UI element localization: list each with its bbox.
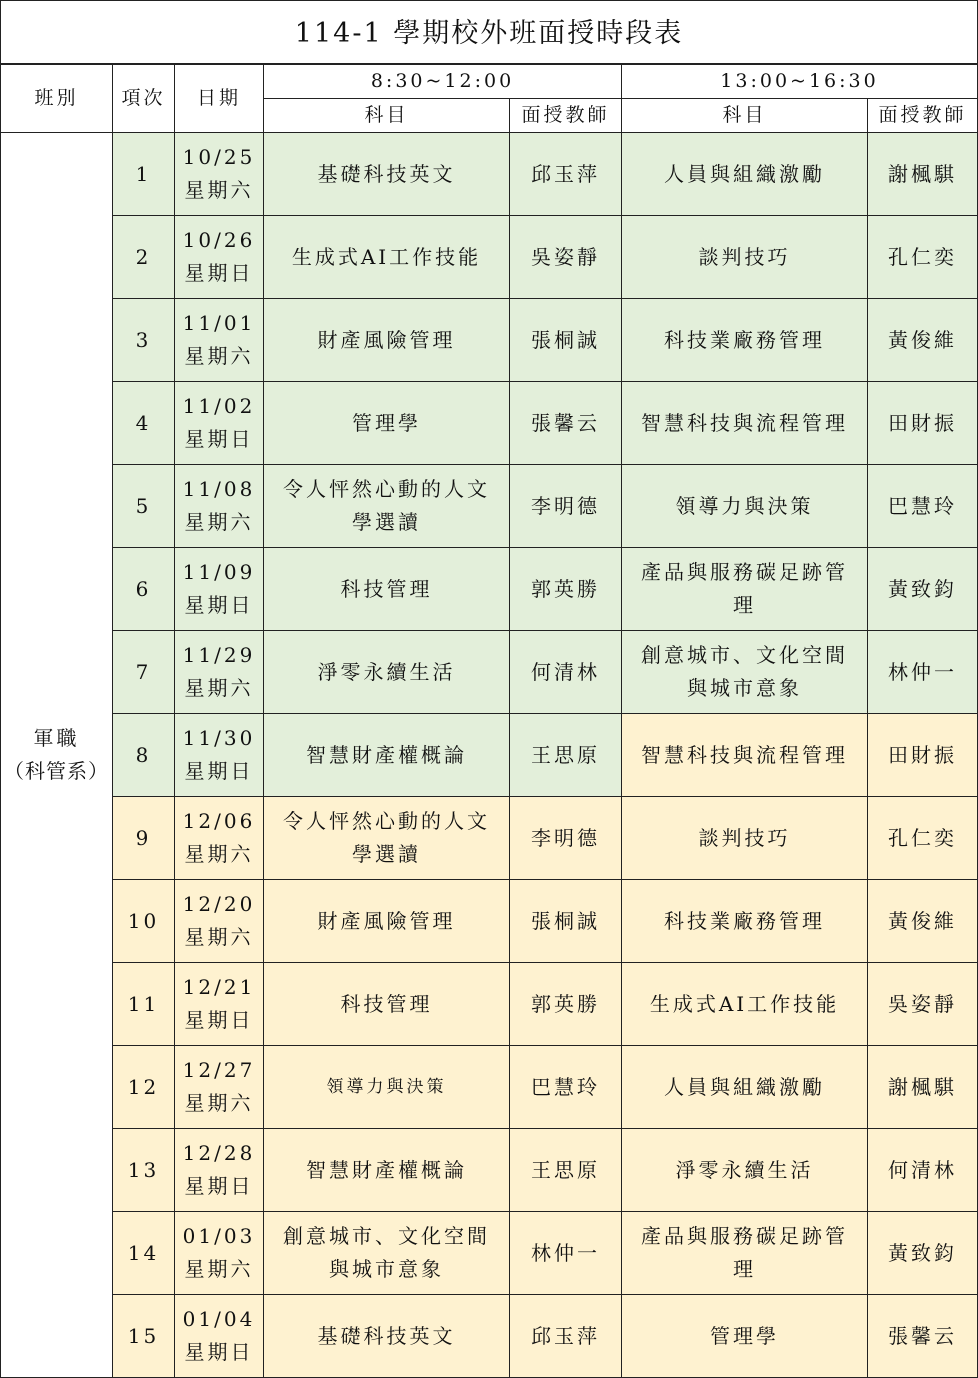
table-row <box>1 797 978 880</box>
header-afternoon: 13:00~16:30 <box>622 65 978 99</box>
item-number: 1 <box>113 133 175 216</box>
weekday-value: 星期六 <box>184 510 254 534</box>
item-number: 8 <box>113 714 175 797</box>
weekday-value: 星期六 <box>184 344 254 368</box>
am-subject: 智慧財產權概論 <box>264 714 510 797</box>
am-teacher: 何清林 <box>510 631 622 714</box>
date-value: 01/04 <box>182 1307 256 1331</box>
table-row <box>1 216 978 299</box>
pm-subject: 科技業廠務管理 <box>622 299 868 382</box>
table-row <box>1 631 978 714</box>
date-cell <box>175 963 264 1046</box>
table-row <box>1 465 978 548</box>
am-teacher: 李明德 <box>510 797 622 880</box>
weekday-value: 星期日 <box>184 1174 254 1198</box>
class-name-line2: （科管系） <box>4 759 109 783</box>
am-teacher: 張馨云 <box>510 382 622 465</box>
item-number: 13 <box>113 1129 175 1212</box>
item-number: 14 <box>113 1212 175 1295</box>
date-value: 10/25 <box>182 145 256 169</box>
am-subject: 科技管理 <box>264 548 510 631</box>
weekday-value: 星期六 <box>184 1257 254 1281</box>
pm-teacher: 孔仁奕 <box>868 216 978 299</box>
am-teacher: 張桐誠 <box>510 880 622 963</box>
am-subject: 淨零永續生活 <box>264 631 510 714</box>
pm-teacher: 黃俊維 <box>868 880 978 963</box>
weekday-value: 星期日 <box>184 593 254 617</box>
am-teacher: 邱玉萍 <box>510 133 622 216</box>
table-row <box>1 1046 978 1129</box>
weekday-value: 星期六 <box>184 1091 254 1115</box>
date-cell <box>175 1212 264 1295</box>
am-subject: 令人怦然心動的人文學選讀 <box>264 465 510 548</box>
am-subject: 智慧財產權概論 <box>264 1129 510 1212</box>
date-value: 10/26 <box>182 228 256 252</box>
date-cell <box>175 548 264 631</box>
am-subject: 令人怦然心動的人文學選讀 <box>264 797 510 880</box>
header-item: 項次 <box>113 65 175 133</box>
pm-subject: 生成式AI工作技能 <box>622 963 868 1046</box>
weekday-value: 星期日 <box>184 759 254 783</box>
am-teacher: 吳姿靜 <box>510 216 622 299</box>
pm-teacher: 黃致鈞 <box>868 548 978 631</box>
pm-subject: 智慧科技與流程管理 <box>622 382 868 465</box>
pm-subject: 人員與組織激勵 <box>622 1046 868 1129</box>
date-value: 12/20 <box>182 892 256 916</box>
item-number: 5 <box>113 465 175 548</box>
am-teacher: 林仲一 <box>510 1212 622 1295</box>
table-row <box>1 963 978 1046</box>
pm-subject: 談判技巧 <box>622 797 868 880</box>
table-row <box>1 880 978 963</box>
weekday-value: 星期六 <box>184 925 254 949</box>
am-teacher: 郭英勝 <box>510 963 622 1046</box>
weekday-value: 星期日 <box>184 261 254 285</box>
pm-teacher: 黃致鈞 <box>868 1212 978 1295</box>
pm-teacher: 吳姿靜 <box>868 963 978 1046</box>
date-cell <box>175 133 264 216</box>
date-value: 12/28 <box>182 1141 256 1165</box>
date-cell <box>175 631 264 714</box>
table-row <box>1 1295 978 1378</box>
header-morning: 8:30~12:00 <box>264 65 622 99</box>
item-number: 3 <box>113 299 175 382</box>
am-teacher: 巴慧玲 <box>510 1046 622 1129</box>
date-cell <box>175 216 264 299</box>
date-cell <box>175 797 264 880</box>
date-cell <box>175 465 264 548</box>
am-teacher: 王思原 <box>510 714 622 797</box>
date-value: 11/09 <box>182 560 256 584</box>
header-class: 班別 <box>1 65 113 133</box>
date-cell <box>175 1046 264 1129</box>
weekday-value: 星期六 <box>184 178 254 202</box>
am-teacher: 王思原 <box>510 1129 622 1212</box>
pm-teacher: 孔仁奕 <box>868 797 978 880</box>
pm-teacher: 田財振 <box>868 714 978 797</box>
pm-subject: 管理學 <box>622 1295 868 1378</box>
date-value: 12/27 <box>182 1058 256 1082</box>
date-cell <box>175 1295 264 1378</box>
class-name-cell <box>1 133 113 1378</box>
am-subject: 科技管理 <box>264 963 510 1046</box>
am-subject: 基礎科技英文 <box>264 133 510 216</box>
item-number: 4 <box>113 382 175 465</box>
pm-subject: 產品與服務碳足跡管理 <box>622 548 868 631</box>
pm-teacher: 何清林 <box>868 1129 978 1212</box>
date-cell <box>175 1129 264 1212</box>
am-subject: 財產風險管理 <box>264 299 510 382</box>
header-pm-teacher: 面授教師 <box>868 99 978 133</box>
date-value: 11/08 <box>182 477 256 501</box>
header-am-subject: 科目 <box>264 99 510 133</box>
pm-teacher: 張馨云 <box>868 1295 978 1378</box>
date-cell <box>175 714 264 797</box>
date-value: 12/06 <box>182 809 256 833</box>
pm-teacher: 謝楓騏 <box>868 1046 978 1129</box>
am-teacher: 李明德 <box>510 465 622 548</box>
am-subject: 財產風險管理 <box>264 880 510 963</box>
date-value: 11/02 <box>182 394 256 418</box>
table-row <box>1 382 978 465</box>
header-am-teacher: 面授教師 <box>510 99 622 133</box>
am-teacher: 邱玉萍 <box>510 1295 622 1378</box>
am-subject: 領導力與決策 <box>264 1046 510 1129</box>
am-subject: 管理學 <box>264 382 510 465</box>
item-number: 12 <box>113 1046 175 1129</box>
class-name-line1: 軍職 <box>33 726 80 750</box>
pm-teacher: 黃俊維 <box>868 299 978 382</box>
pm-subject: 智慧科技與流程管理 <box>622 714 868 797</box>
table-row <box>1 299 978 382</box>
am-subject: 創意城市、文化空間與城市意象 <box>264 1212 510 1295</box>
table-row <box>1 714 978 797</box>
schedule-table <box>0 64 978 1378</box>
date-value: 11/01 <box>182 311 256 335</box>
table-row <box>1 1129 978 1212</box>
table-row <box>1 1212 978 1295</box>
table-row <box>1 548 978 631</box>
header-pm-subject: 科目 <box>622 99 868 133</box>
item-number: 9 <box>113 797 175 880</box>
weekday-value: 星期日 <box>184 1340 254 1364</box>
pm-teacher: 林仲一 <box>868 631 978 714</box>
weekday-value: 星期六 <box>184 842 254 866</box>
date-cell <box>175 299 264 382</box>
pm-teacher: 巴慧玲 <box>868 465 978 548</box>
header-date: 日期 <box>175 65 264 133</box>
am-teacher: 郭英勝 <box>510 548 622 631</box>
date-value: 01/03 <box>182 1224 256 1248</box>
weekday-value: 星期六 <box>184 676 254 700</box>
am-teacher: 張桐誠 <box>510 299 622 382</box>
page-title: 114-1 學期校外班面授時段表 <box>1 1 977 64</box>
date-value: 11/30 <box>182 726 256 750</box>
pm-subject: 科技業廠務管理 <box>622 880 868 963</box>
weekday-value: 星期日 <box>184 1008 254 1032</box>
date-cell <box>175 880 264 963</box>
item-number: 6 <box>113 548 175 631</box>
item-number: 11 <box>113 963 175 1046</box>
weekday-value: 星期日 <box>184 427 254 451</box>
am-subject: 基礎科技英文 <box>264 1295 510 1378</box>
schedule-body <box>1 133 978 1378</box>
date-value: 12/21 <box>182 975 256 999</box>
pm-subject: 談判技巧 <box>622 216 868 299</box>
pm-subject: 人員與組織激勵 <box>622 133 868 216</box>
item-number: 2 <box>113 216 175 299</box>
item-number: 15 <box>113 1295 175 1378</box>
am-subject: 生成式AI工作技能 <box>264 216 510 299</box>
date-value: 11/29 <box>182 643 256 667</box>
pm-subject: 領導力與決策 <box>622 465 868 548</box>
pm-subject: 創意城市、文化空間與城市意象 <box>622 631 868 714</box>
pm-subject: 淨零永續生活 <box>622 1129 868 1212</box>
date-cell <box>175 382 264 465</box>
item-number: 10 <box>113 880 175 963</box>
table-row <box>1 133 978 216</box>
item-number: 7 <box>113 631 175 714</box>
pm-subject: 產品與服務碳足跡管理 <box>622 1212 868 1295</box>
pm-teacher: 田財振 <box>868 382 978 465</box>
pm-teacher: 謝楓騏 <box>868 133 978 216</box>
